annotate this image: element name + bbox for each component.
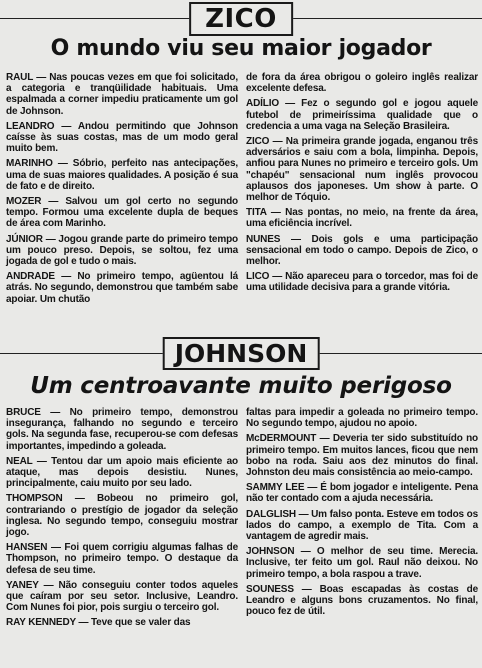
paragraph: DALGLISH — Um falso ponta. Esteve em todos os lados do campo, a exemplo de Tita. Com a vantagem de agredir mais.	[246, 508, 478, 543]
paragraph: McDERMOUNT — Deveria ter sido substituído no primeiro tempo. Em muitos lances, ficou que nem bobo na roda. Saiu aos dez minutos do final. Johnston deu mais consistência ao meio-campo.	[246, 433, 478, 479]
paragraph: RAY KENNEDY — Teve que se valer das	[6, 617, 191, 629]
paragraph: YANEY — Não conseguiu conter todos aqueles que caíram por seu setor. Inclusive, Leandro. Com Nunes foi pior, pois surgiu o terceiro gol.	[6, 579, 238, 614]
paragraph: RAUL — Nas poucas vezes em que foi solicitado, a categoria e tranqüilidade habituais. Uma espalmada a corner impediu praticamente um gol de Johnson.	[6, 72, 238, 117]
paragraph: SOUNESS — Boas escapadas às costas de Leandro e alguns bons cruzamentos. No final, pouco fez de útil.	[246, 583, 478, 618]
paragraph: ANDRADE — No primeiro tempo, agüentou lá atrás. No segundo, demonstrou que também sabe apoiar. Um chutão	[6, 271, 238, 305]
column-zico-right	[246, 72, 478, 298]
paragraph: de fora da área obrigou o goleiro inglês realizar excelente defesa.	[246, 72, 478, 95]
paragraph: faltas para impedir a goleada no primeiro tempo. No segundo tempo, ajudou no apoio.	[246, 407, 478, 430]
paragraph: TITA — Nas pontas, no meio, na frente da área, uma eficiência incrível.	[246, 207, 478, 230]
headline-johnson: Um centroavante muito perigoso	[30, 373, 452, 399]
column-johnson-left	[6, 407, 238, 633]
paragraph: MOZER — Salvou um gol certo no segundo tempo. Formou uma excelente dupla de beques de área com Marinho.	[6, 196, 238, 230]
paragraph: LICO — Não apareceu para o torcedor, mas foi de uma utilidade decisiva para a grande vitória.	[246, 271, 478, 294]
section-header-zico: ZICO	[189, 2, 293, 36]
paragraph: MARINHO — Sóbrio, perfeito nas antecipações, uma de suas maiores qualidades. A posição é sua de fato e de direito.	[6, 158, 238, 192]
paragraph: ADÍLIO — Fez o segundo gol e jogou aquele futebol de primeiríssima qualidade que o credencia a uma vaga na Seleção Brasileira.	[246, 98, 478, 132]
paragraph: BRUCE — No primeiro tempo, demonstrou insegurança, falhando no segundo e terceiro gols. Na segunda fase, recuperou-se com defesas importantes, impedindo a goleada.	[6, 407, 238, 452]
paragraph: ZICO — Na primeira grande jogada, enganou três adversários e saiu com a bola, limpinha. Depois, anfiou para Nunes no primeiro e terceiro gols. Um "chapéu" sensacional num inglês provocou aplausos dos japoneses. Um show à parte. O melhor de Tóquio.	[246, 136, 478, 204]
section-header-johnson: JOHNSON	[163, 337, 320, 370]
paragraph: HANSEN — Foi quem corrigiu algumas falhas de Thompson, no primeiro tempo. O destaque da defesa de seu time.	[6, 542, 238, 576]
column-zico-left	[6, 72, 238, 309]
paragraph: JÚNIOR — Jogou grande parte do primeiro tempo um pouco preso. Depois, se soltou, fez uma jogada de gol e tudo o mais.	[6, 233, 238, 268]
headline-zico: O mundo viu seu maior jogador	[50, 36, 432, 61]
column-johnson-right	[246, 407, 478, 621]
paragraph: NUNES — Dois gols e uma participação sensacional em todo o campo. Depois de Zico, o melhor.	[246, 233, 478, 268]
paragraph: SAMMY LEE — É bom jogador e inteligente. Pena não ter contado com a ajuda necessária.	[246, 482, 478, 505]
paragraph: THOMPSON — Bobeou no primeiro gol, contrariando o prestígio de jogador da seleção inglesa. No segundo tempo, conseguiu mostrar jogo.	[6, 493, 238, 539]
paragraph: JOHNSON — O melhor de seu time. Merecia. Inclusive, ter feito um gol. Raul não deixou. No primeiro tempo, a bola raspou a trave.	[246, 546, 478, 580]
paragraph: NEAL — Tentou dar um apoio mais eficiente ao ataque, mas depois desistiu. Nunes, principalmente, caiu muito por seu lado.	[6, 455, 238, 490]
paragraph: LEANDRO — Andou permitindo que Johnson caísse às suas costas, mas de um modo geral muito bem.	[6, 120, 238, 155]
